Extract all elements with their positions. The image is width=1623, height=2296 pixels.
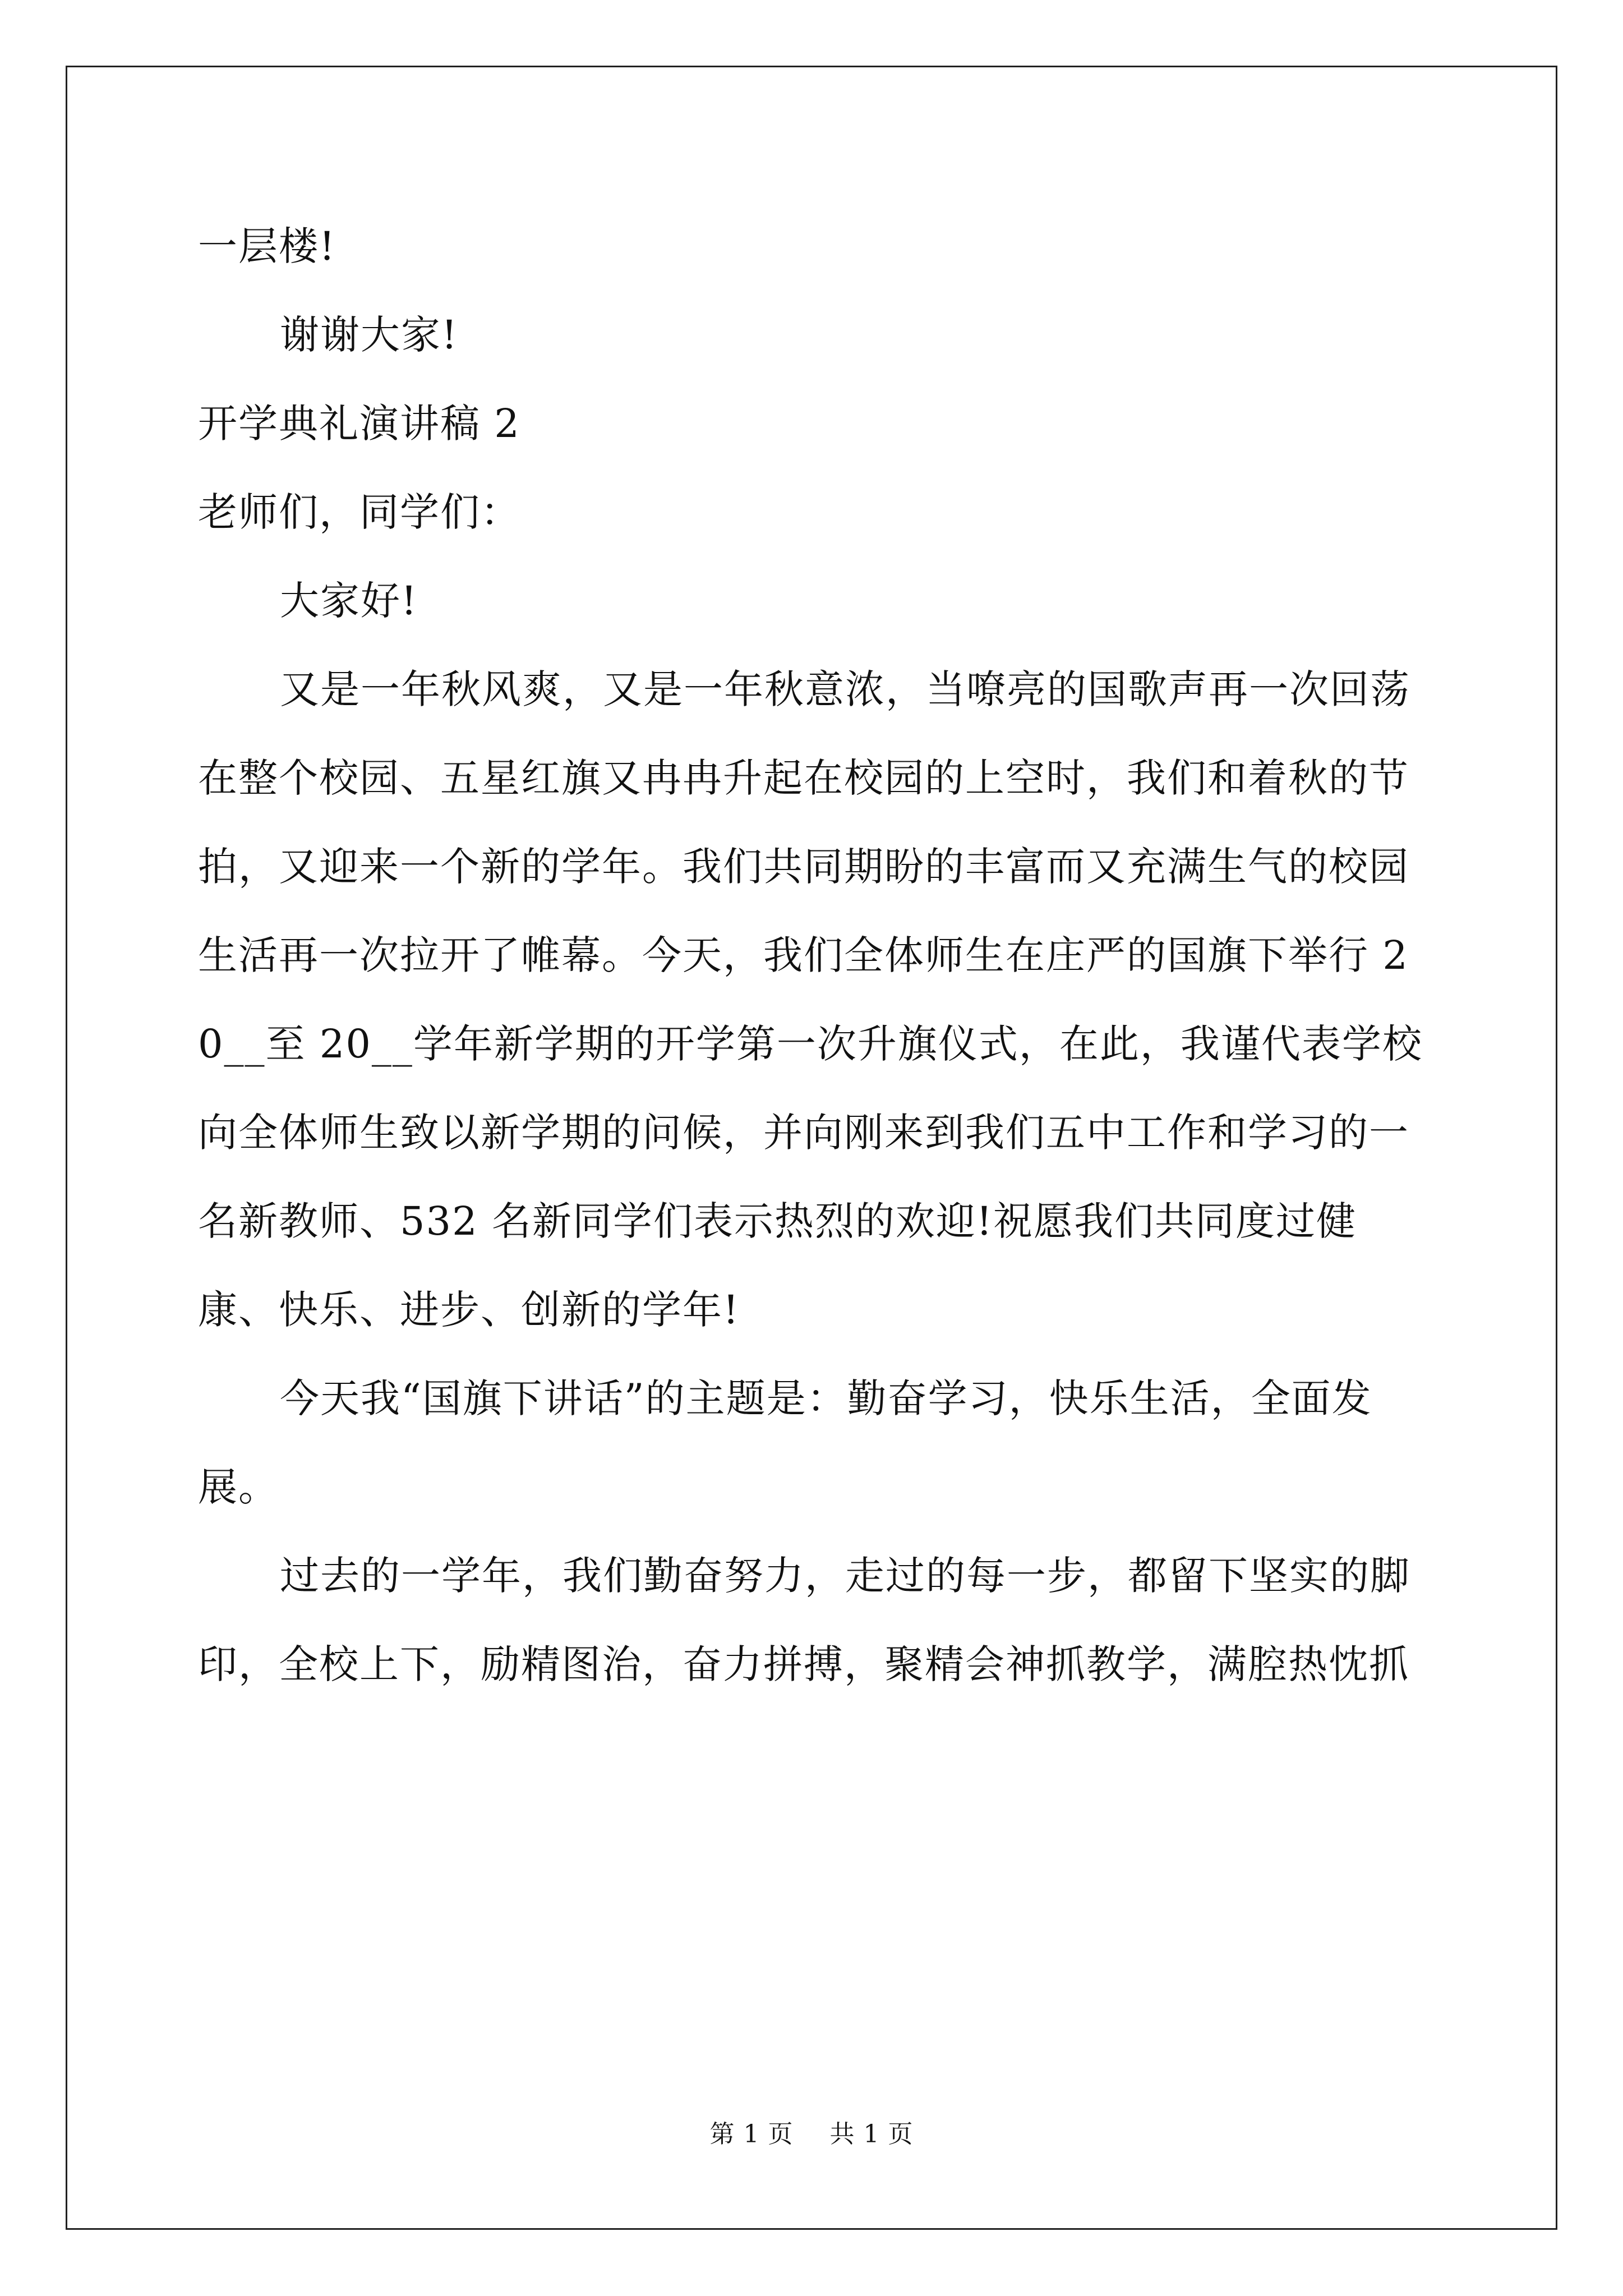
document-body <box>198 202 1426 1709</box>
paragraph-closing-line: 一层楼! <box>198 223 336 269</box>
page-footer <box>0 2118 1623 2151</box>
paragraph-opening: 又是一年秋风爽，又是一年秋意浓，当嘹亮的国歌声再一次回荡在整个校园、五星红旗又冉冉升起在校园的上空时，我们和着秋的节拍，又迎来一个新的学年。我们共同期盼的丰富而又充满生气的校园生活再一次拉开了帷幕。今天，我们全体师生在庄严的国旗下举行 20__至 20__学年新学期的开学第一次升旗仪式，在此，我谨代表学校向全体师生致以新学期的问候，并向刚来到我们五中工作和学习的一名新教师、532 名新同学们表示热烈的欢迎!祝愿我们共同度过健康、快乐、进步、创新的学年! <box>198 666 1423 1333</box>
paragraph-thanks: 谢谢大家! <box>280 312 459 358</box>
page-total: 共 1 页 <box>829 2120 914 2148</box>
salutation: 老师们，同学们： <box>198 489 521 535</box>
paragraph-review: 过去的一学年，我们勤奋努力，走过的每一步，都留下坚实的脚印，全校上下，励精图治，奋力拼搏，聚精会神抓教学，满腔热忱抓 <box>198 1553 1410 1687</box>
greeting: 大家好! <box>280 578 418 624</box>
paragraph-theme: 今天我“国旗下讲话”的主题是：勤奋学习，快乐生活，全面发展。 <box>198 1375 1372 1510</box>
section-title: 开学典礼演讲稿 2 <box>198 401 520 447</box>
page-number: 第 1 页 <box>709 2120 794 2148</box>
